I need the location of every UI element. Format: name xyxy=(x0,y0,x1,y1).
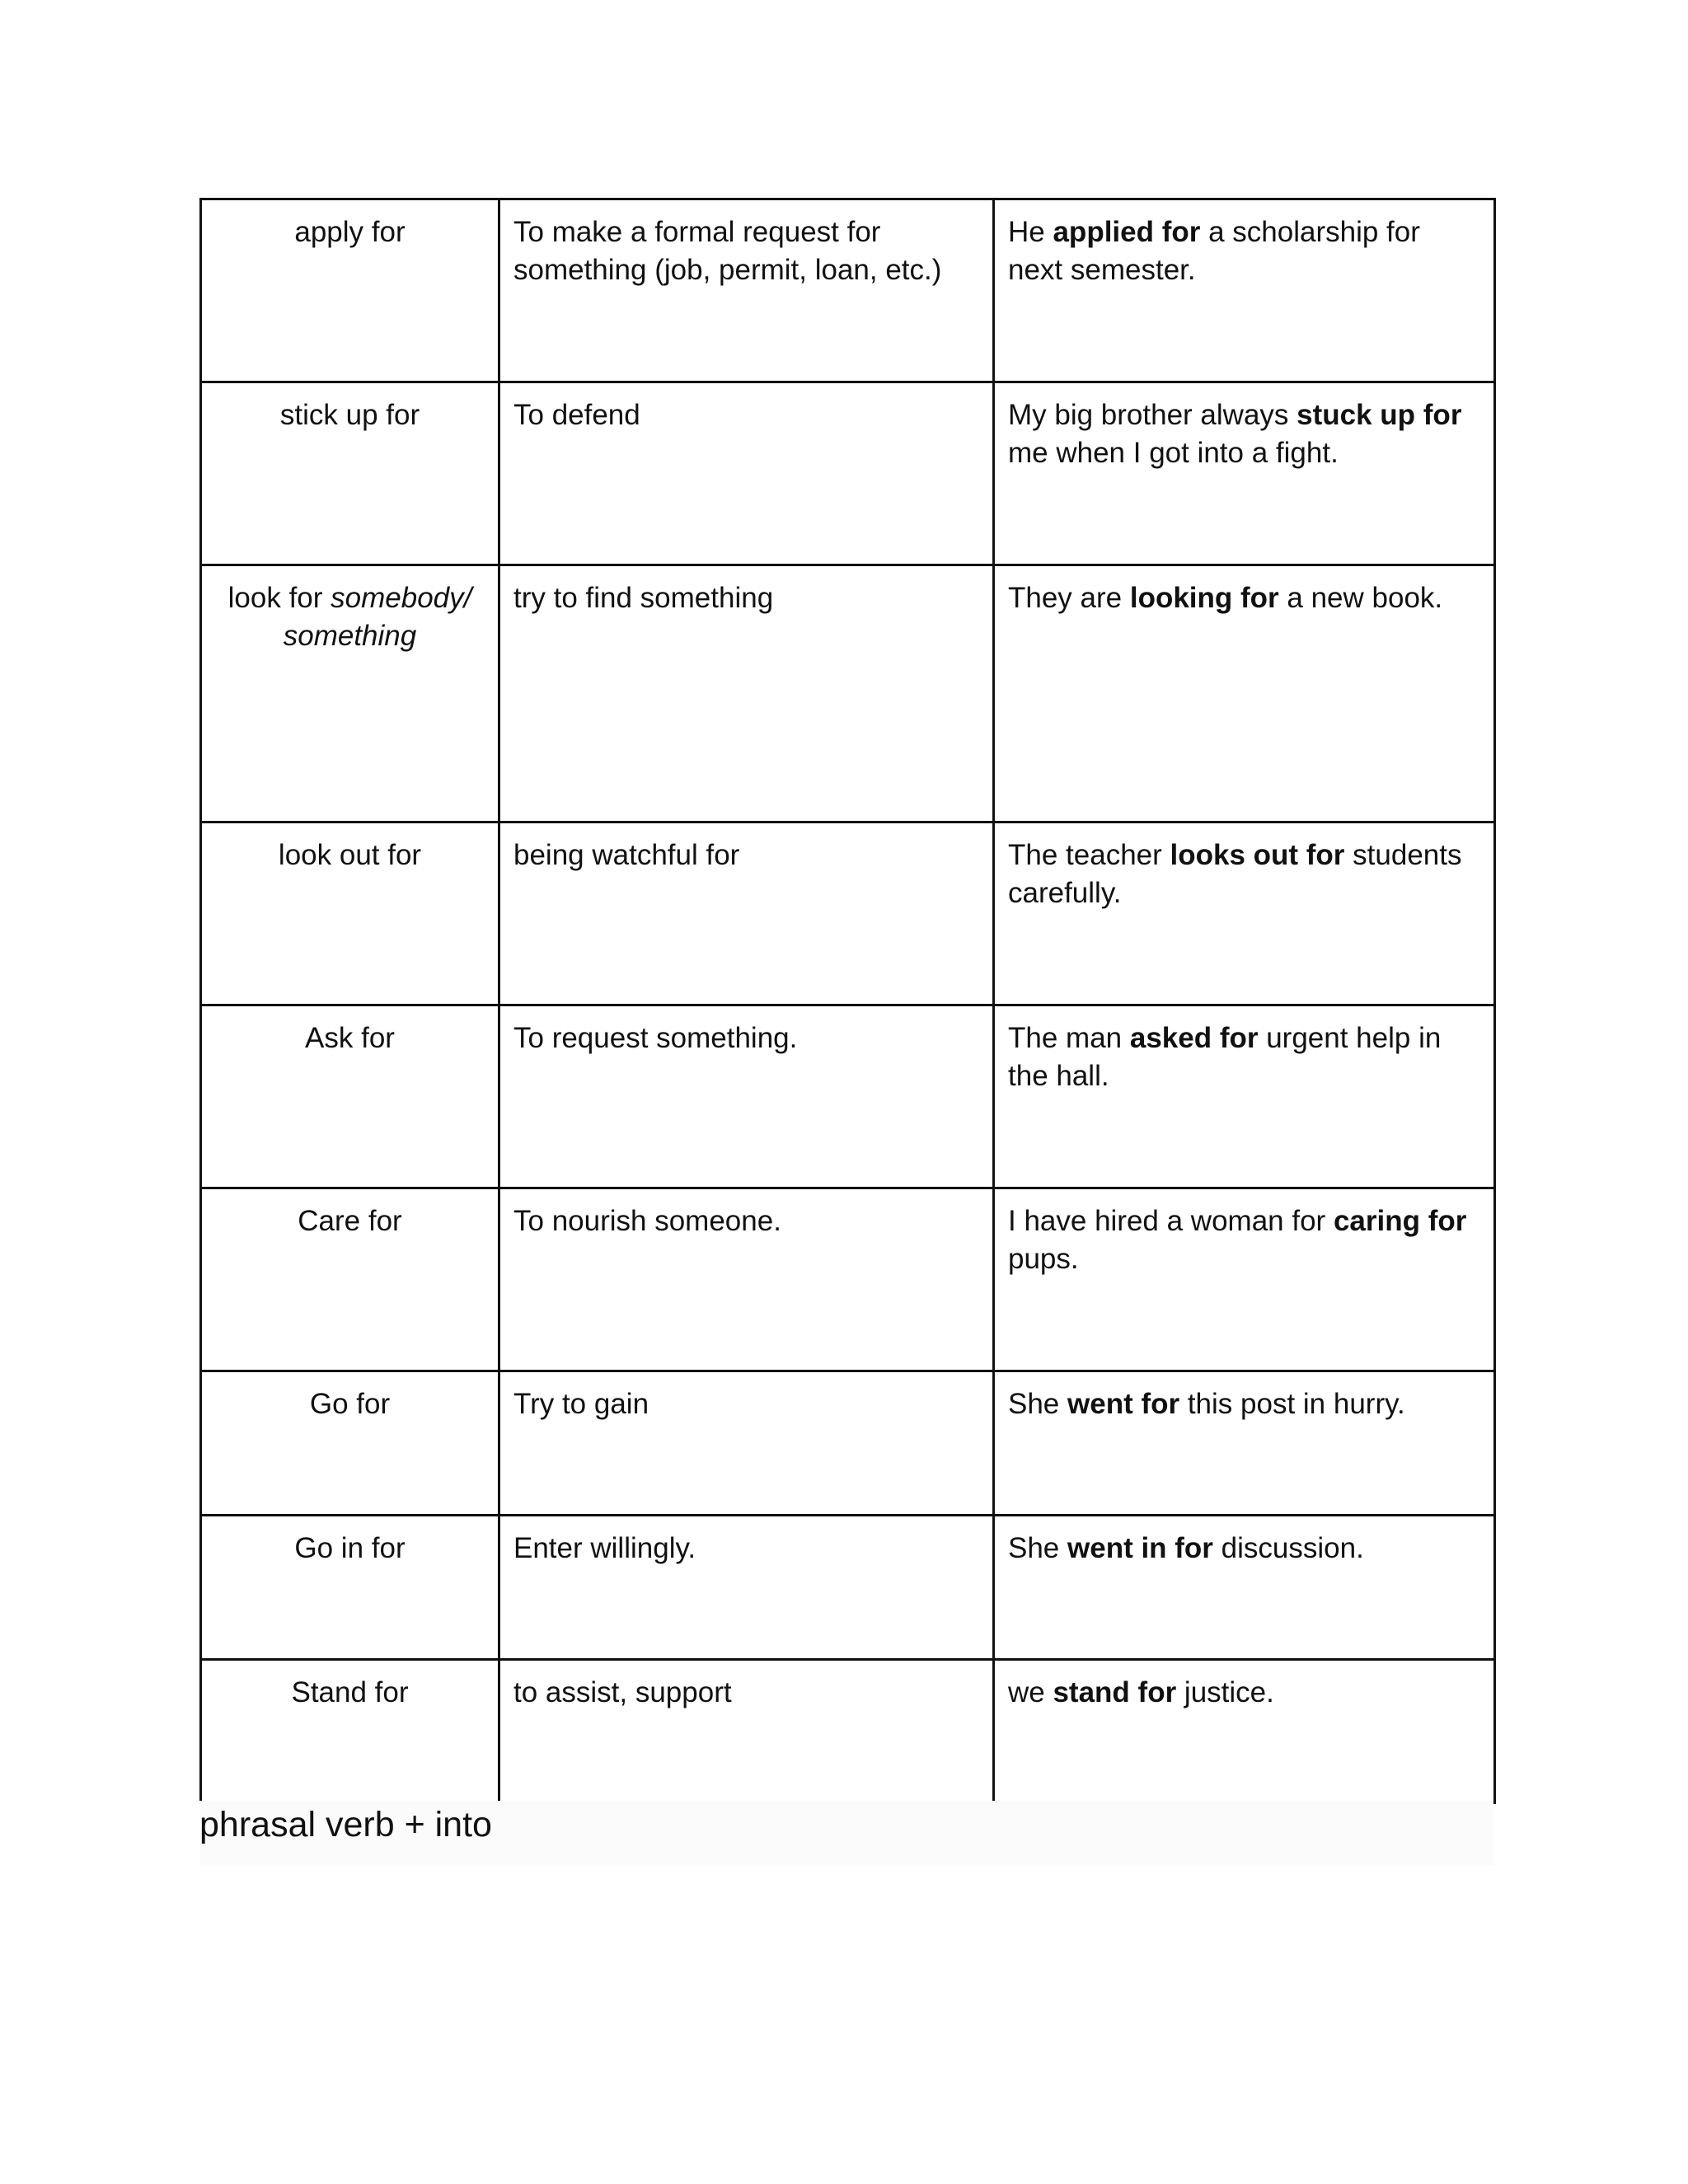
phrasal-verb: stick up for xyxy=(279,399,420,431)
example-phrasal-verb-bold: caring for xyxy=(1333,1205,1467,1237)
meaning-text: To nourish someone. xyxy=(513,1205,781,1237)
phrasal-verb-cell xyxy=(201,382,499,565)
meaning-text: being watchful for xyxy=(513,839,740,871)
meaning-cell xyxy=(499,1516,994,1660)
meaning-cell xyxy=(499,1371,994,1516)
meaning-text: To defend xyxy=(513,399,640,431)
meaning-cell xyxy=(499,382,994,565)
phrasal-verb-cell xyxy=(201,565,499,823)
table-row xyxy=(201,565,1495,823)
phrasal-verb: Stand for xyxy=(291,1676,409,1708)
example-text-before: They are xyxy=(1008,582,1130,614)
section-heading: phrasal verb + into xyxy=(199,1805,492,1844)
example-text-after: a new book. xyxy=(1278,582,1443,614)
table-row xyxy=(201,823,1495,1005)
table-row xyxy=(201,1188,1495,1371)
example-cell xyxy=(994,1660,1495,1803)
example-phrasal-verb-bold: went in for xyxy=(1067,1532,1213,1564)
example-phrasal-verb-bold: looking for xyxy=(1129,582,1279,614)
example-cell xyxy=(994,199,1495,382)
example-text-before: He xyxy=(1008,216,1053,248)
meaning-text: To make a formal request for something (job, permit, loan, etc.) xyxy=(513,216,942,286)
example-text-before: we xyxy=(1008,1676,1053,1708)
table-row xyxy=(201,382,1495,565)
example-text-before: The man xyxy=(1008,1022,1130,1054)
phrasal-verb-cell xyxy=(201,199,499,382)
meaning-text: try to find something xyxy=(513,582,774,614)
example-text-after: me when I got into a fight. xyxy=(1008,437,1339,469)
example-text-before: The teacher xyxy=(1008,839,1170,871)
phrasal-verb: look out for xyxy=(278,839,422,871)
meaning-cell xyxy=(499,199,994,382)
example-text-before: She xyxy=(1008,1532,1067,1564)
example-text-before: She xyxy=(1008,1388,1067,1420)
meaning-cell xyxy=(499,1005,994,1188)
meaning-text: To request something. xyxy=(513,1022,798,1054)
table-row xyxy=(201,1516,1495,1660)
table-row xyxy=(201,199,1495,382)
example-text-after: justice. xyxy=(1176,1676,1274,1708)
example-phrasal-verb-bold: went for xyxy=(1067,1388,1180,1420)
phrasal-verbs-table xyxy=(199,198,1496,1804)
phrasal-verb-cell xyxy=(201,1660,499,1803)
meaning-text: to assist, support xyxy=(513,1676,732,1708)
meaning-text: Enter willingly. xyxy=(513,1532,696,1564)
example-text-after: discussion. xyxy=(1212,1532,1364,1564)
example-text-before: My big brother always xyxy=(1008,399,1297,431)
example-cell xyxy=(994,823,1495,1005)
example-cell xyxy=(994,1516,1495,1660)
phrasal-verb-cell xyxy=(201,1516,499,1660)
meaning-cell xyxy=(499,1188,994,1371)
phrasal-verb: apply for xyxy=(294,216,406,248)
table-row xyxy=(201,1371,1495,1516)
table-row xyxy=(201,1005,1495,1188)
meaning-cell xyxy=(499,1660,994,1803)
example-cell xyxy=(994,1188,1495,1371)
table-row xyxy=(201,1660,1495,1803)
example-text-after: pups. xyxy=(1008,1243,1079,1275)
example-cell xyxy=(994,565,1495,823)
phrasal-verb: Go for xyxy=(309,1388,391,1420)
example-phrasal-verb-bold: asked for xyxy=(1129,1022,1259,1054)
example-phrasal-verb-bold: looks out for xyxy=(1170,839,1345,871)
example-text-after: a scholarship for next semester. xyxy=(1008,216,1420,286)
example-phrasal-verb-bold: applied for xyxy=(1053,216,1201,248)
phrasal-verb: look for xyxy=(227,582,331,614)
example-cell xyxy=(994,1371,1495,1516)
phrasal-verb-cell xyxy=(201,1371,499,1516)
example-phrasal-verb-bold: stand for xyxy=(1053,1676,1177,1708)
example-text-before: I have hired a woman for xyxy=(1008,1205,1334,1237)
example-text-after: students carefully. xyxy=(1008,839,1462,909)
example-text-after: this post in hurry. xyxy=(1179,1388,1405,1420)
example-cell xyxy=(994,382,1495,565)
phrasal-verb-cell xyxy=(201,1188,499,1371)
meaning-cell xyxy=(499,823,994,1005)
phrasal-verb: Ask for xyxy=(305,1022,395,1054)
example-phrasal-verb-bold: stuck up for xyxy=(1296,399,1462,431)
phrasal-verb: Go in for xyxy=(294,1532,406,1564)
meaning-text: Try to gain xyxy=(513,1388,649,1420)
example-text-after: urgent help in the hall. xyxy=(1008,1022,1442,1092)
meaning-cell xyxy=(499,565,994,823)
phrasal-verb: Care for xyxy=(298,1205,402,1237)
phrasal-verb-cell xyxy=(201,823,499,1005)
phrasal-verb-cell xyxy=(201,1005,499,1188)
example-cell xyxy=(994,1005,1495,1188)
phrasal-verb-object-italic: somebody/ something xyxy=(283,582,472,652)
